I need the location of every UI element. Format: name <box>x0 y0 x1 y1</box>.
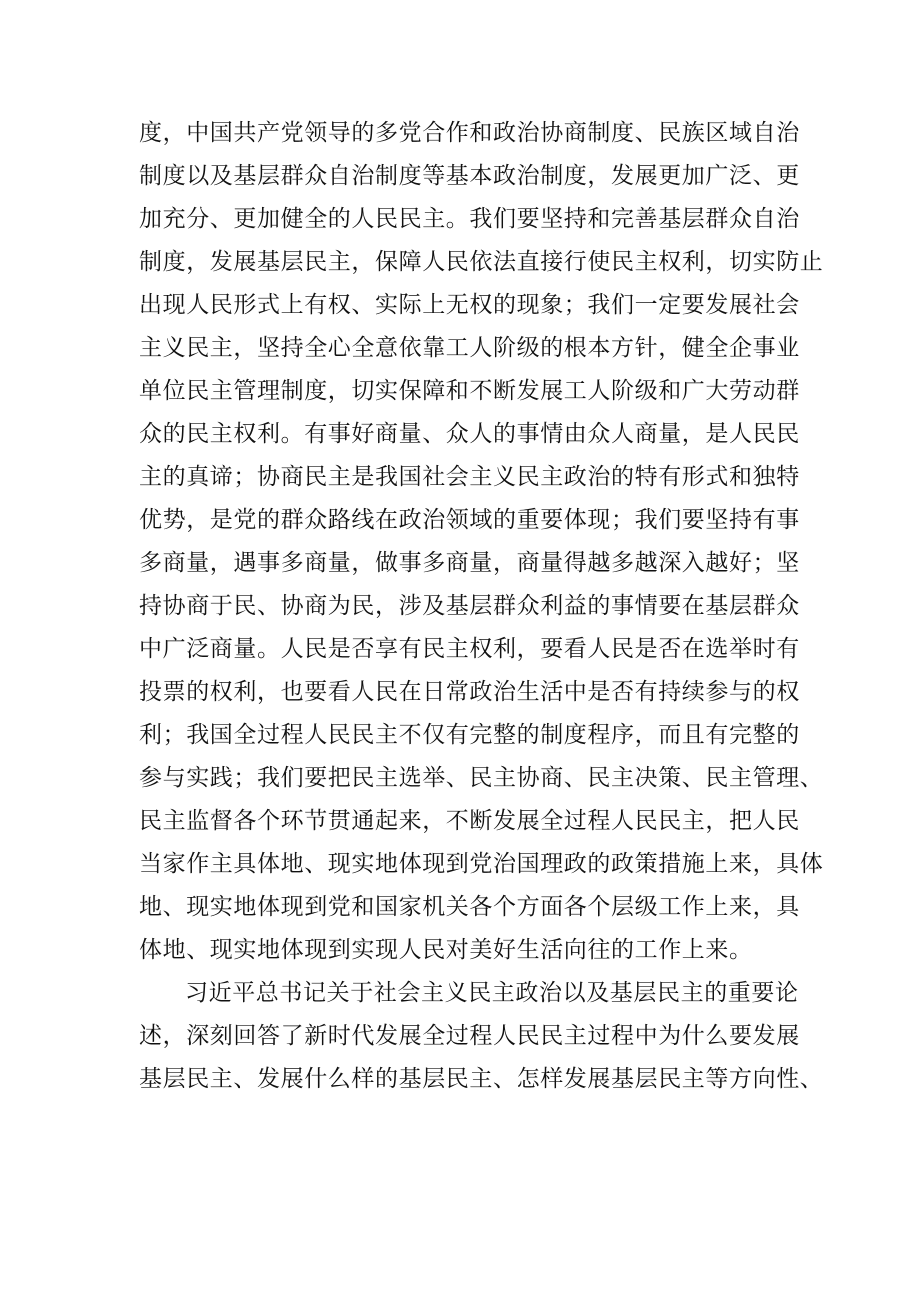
text-line: 制度，发展基层民主，保障人民依法直接行使民主权利，切实防止 <box>139 249 824 275</box>
text-line: 中广泛商量。人民是否享有民主权利，要看人民是否在选举时有 <box>139 636 800 662</box>
text-line: 主的真谛；协商民主是我国社会主义民主政治的特有形式和独特 <box>139 464 800 490</box>
text-line: 民主监督各个环节贯通起来，不断发展全过程人民民主，把人民 <box>139 808 800 834</box>
text-line: 度，中国共产党领导的多党合作和政治协商制度、民族区域自治 <box>139 120 800 146</box>
text-line: 当家作主具体地、现实地体现到党治国理政的政策措施上来，具体 <box>139 851 824 877</box>
text-line: 参与实践；我们要把民主选举、民主协商、民主决策、民主管理、 <box>139 765 824 791</box>
text-line: 加充分、更加健全的人民民主。我们要坚持和完善基层群众自治 <box>139 206 800 232</box>
text-line: 主义民主，坚持全心全意依靠工人阶级的根本方针，健全企事业 <box>139 335 800 361</box>
text-line: 地、现实地体现到党和国家机关各个方面各个层级工作上来，具 <box>139 894 800 920</box>
body-text <box>139 112 824 1101</box>
text-line: 持协商于民、协商为民，涉及基层群众利益的事情要在基层群众 <box>139 593 800 619</box>
text-line: 多商量，遇事多商量，做事多商量，商量得越多越深入越好；坚 <box>139 550 800 576</box>
text-line: 投票的权利，也要看人民在日常政治生活中是否有持续参与的权 <box>139 679 800 705</box>
text-line: 体地、现实地体现到实现人民对美好生活向往的工作上来。 <box>139 937 753 963</box>
text-line: 基层民主、发展什么样的基层民主、怎样发展基层民主等方向性、 <box>139 1066 824 1092</box>
text-line: 述，深刻回答了新时代发展全过程人民民主过程中为什么要发展 <box>139 1023 800 1049</box>
text-line: 单位民主管理制度，切实保障和不断发展工人阶级和广大劳动群 <box>139 378 800 404</box>
text-line: 利；我国全过程人民民主不仅有完整的制度程序，而且有完整的 <box>139 722 800 748</box>
paragraph-start-line: 习近平总书记关于社会主义民主政治以及基层民主的重要论 <box>185 980 799 1006</box>
text-line: 出现人民形式上有权、实际上无权的现象；我们一定要发展社会 <box>139 292 800 318</box>
text-line: 众的民主权利。有事好商量、众人的事情由众人商量，是人民民 <box>139 421 800 447</box>
text-line: 制度以及基层群众自治制度等基本政治制度，发展更加广泛、更 <box>139 163 800 189</box>
text-line: 优势，是党的群众路线在政治领域的重要体现；我们要坚持有事 <box>139 507 800 533</box>
